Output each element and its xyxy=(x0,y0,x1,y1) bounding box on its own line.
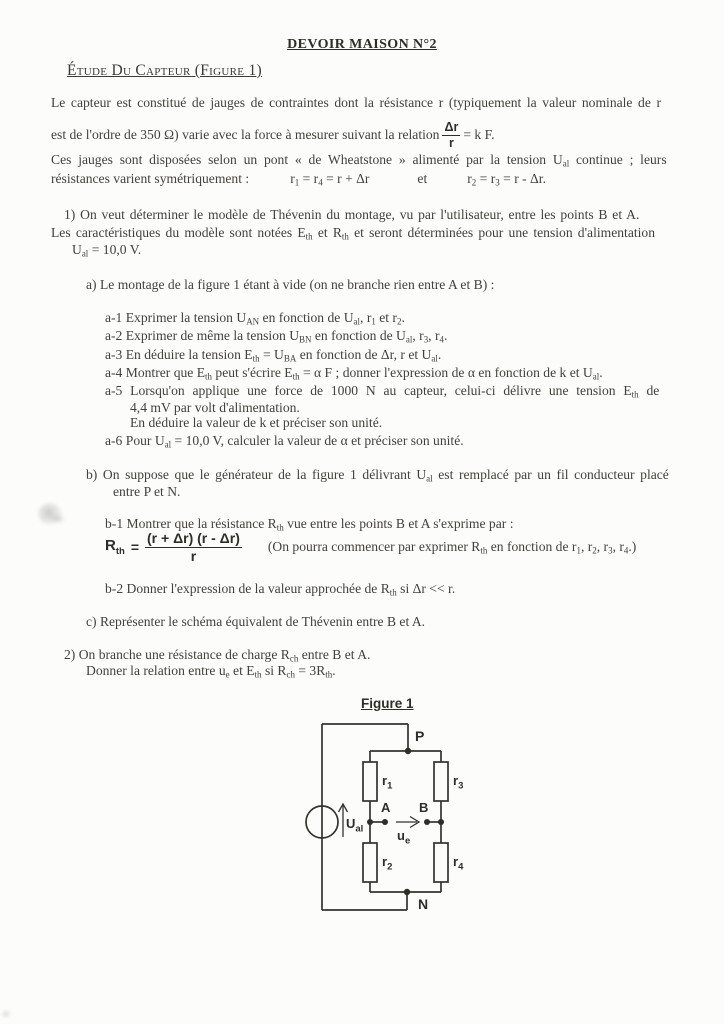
item-a3: a-3 En déduire la tension $E_{th} = U_{BA}$ en fonction de Δr, r et $U_{al}$. xyxy=(105,347,442,364)
item-a4: a-4 Montrer que $E_{th}$ peut s'écrire $E_{th} = \alpha$ F ; donner l'expression de α en fonction de k et $U_{al}$. xyxy=(105,365,603,382)
scan-smudge xyxy=(50,514,66,524)
part-c-line: c) Représenter le schéma équivalent de Thévenin entre B et A. xyxy=(86,614,426,629)
rth-fraction-denominator: r xyxy=(190,547,197,564)
delta-r-over-r-fraction xyxy=(442,121,460,150)
fraction-numerator: Δr xyxy=(442,121,460,136)
question1-line-2: Les caractéristiques du modèle sont notées $E_{th}$ et $R_{th}$ et seront déterminées pour une tension d'alimentation xyxy=(51,225,656,242)
part-a-intro: a) Le montage de la figure 1 étant à vide (on ne branche rien entre A et B) : xyxy=(86,277,495,292)
symmetry-label: résistances varient symétriquement : xyxy=(51,171,250,186)
rth-formula xyxy=(105,531,636,563)
intro-line-2-equation: = k F. xyxy=(463,126,495,142)
item-a6: a-6 Pour $U_{al} = 10,0$ V, calculer la valeur de α et préciser son unité. xyxy=(105,433,464,450)
node-p-dot xyxy=(405,748,411,754)
rth-base: R xyxy=(105,537,116,555)
item-a2: a-2 Exprimer de même la tension $U_{BN}$ en fonction de $U_{al}$, $r_3$, $r_4$. xyxy=(105,328,448,345)
rth-formula-note: (On pourra commencer par exprimer $R_{th}$ en fonction de $r_1$, $r_2$, $r_3$, $r_4$.) xyxy=(267,539,637,556)
label-r3: $r_3$ xyxy=(453,773,464,792)
item-a5-line-3: En déduire la valeur de k et préciser son unité. xyxy=(130,415,383,430)
label-b: B xyxy=(419,800,429,815)
document-title: DEVOIR MAISON N°2 xyxy=(287,37,437,52)
fraction-denominator: r xyxy=(448,136,454,151)
relation-2: $r_2 = r_3 = r - \Delta r$. xyxy=(467,171,546,188)
scan-smudge xyxy=(38,503,62,525)
item-a1: a-1 Exprimer la tension $U_{AN}$ en fonction de $U_{al}$, $r_1$ et $r_2$. xyxy=(105,310,405,327)
intro-line-2-text: est de l'ordre de 350 Ω) varie avec la force à mesurer suivant la relation xyxy=(51,126,440,142)
question2-line-1: 2) On branche une résistance de charge $R_{ch}$ entre B et A. xyxy=(64,647,371,664)
label-r1: $r_1$ xyxy=(382,773,393,792)
circuit-labels xyxy=(346,728,464,912)
rth-fraction xyxy=(145,531,242,563)
intro-line-2 xyxy=(51,121,494,150)
part-b-intro-line-1: b) On suppose que le générateur de la figure 1 délivrant $U_{al}$ est remplacé par un fil conducteur placé xyxy=(86,467,669,484)
scan-speck xyxy=(1,1010,11,1018)
label-n: N xyxy=(418,896,429,912)
node-a-junction-dot xyxy=(367,819,373,825)
node-b-junction-dot xyxy=(438,819,444,825)
figure-1-circuit xyxy=(280,690,520,940)
resistor-r1 xyxy=(363,762,377,801)
item-b1: b-1 Montrer que la résistance $R_{th}$ vue entre les points B et A s'exprime par : xyxy=(105,516,514,533)
relation-conjunction: et xyxy=(417,171,428,186)
resistor-r3 xyxy=(434,762,448,801)
intro-line-1: Le capteur est constitué de jauges de contraintes dont la résistance r (typiquement la valeur nominale de r xyxy=(51,95,662,110)
part-b-intro-line-2: entre P et N. xyxy=(113,484,181,499)
rth-formula-lhs xyxy=(105,537,125,557)
question2-line-2: Donner la relation entre $u_e$ et $E_{th}$ si $R_{ch} = 3R_{th}$. xyxy=(86,663,336,680)
node-n-dot xyxy=(404,889,410,895)
resistor-r4 xyxy=(434,843,448,882)
label-ual: $U_{al}$ xyxy=(346,816,364,835)
resistor-r2 xyxy=(363,843,377,882)
terminal-b-dot xyxy=(424,819,430,825)
label-r2: $r_2$ xyxy=(382,854,393,873)
question1-line-3: $U_{al} = 10,0$ V. xyxy=(72,242,142,259)
rth-subscript: th xyxy=(115,546,125,558)
figure-caption: Figure 1 xyxy=(361,696,414,711)
label-r4: $r_4$ xyxy=(453,854,464,873)
label-a: A xyxy=(381,800,391,815)
equals-sign: = xyxy=(130,539,139,556)
item-a5-line-1: a-5 Lorsqu'on applique une force de 1000 N au capteur, celui-ci délivre une tension $E_{th}$ de xyxy=(105,383,660,400)
section-heading: Étude Du Capteur (Figure 1) xyxy=(67,62,262,79)
rth-fraction-numerator: (r + Δr) (r - Δr) xyxy=(147,530,240,546)
label-p: P xyxy=(415,728,425,744)
relation-1: $r_1 = r_4 = r + \Delta r$ xyxy=(290,171,370,188)
question1-line-1: 1) On veut déterminer le modèle de Thévenin du montage, vu par l'utilisateur, entre les points B et A. xyxy=(64,207,640,222)
terminal-a-dot xyxy=(382,819,388,825)
wheatstone-line-1: Ces jauges sont disposées selon un pont « de Wheatstone » alimenté par la tension $U_{al}$ continue ; leurs xyxy=(51,152,667,169)
wheatstone-line-2 xyxy=(51,170,546,188)
item-a5-line-2: 4,4 mV par volt d'alimentation. xyxy=(130,400,300,415)
label-ue: $u_e$ xyxy=(397,828,411,847)
item-b2: b-2 Donner l'expression de la valeur approchée de $R_{th}$ si Δr << r. xyxy=(105,581,456,598)
